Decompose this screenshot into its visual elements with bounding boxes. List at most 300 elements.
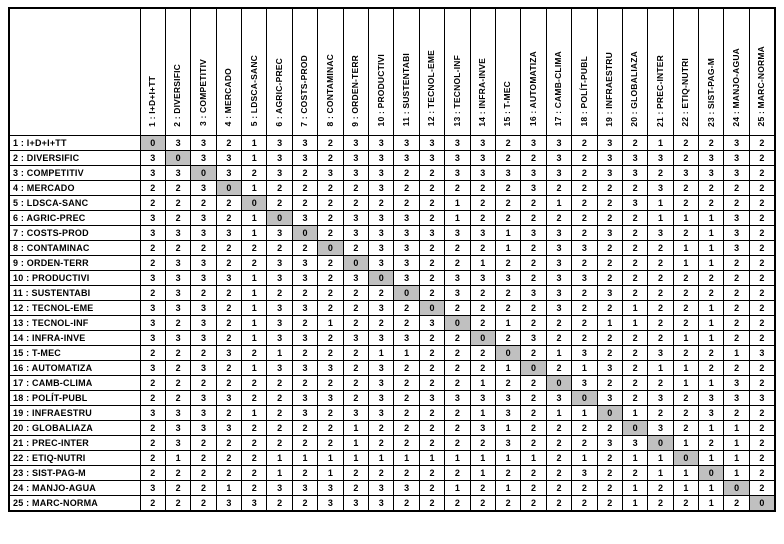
matrix-cell-7-15: 1: [495, 225, 520, 240]
matrix-cell-7-19: 3: [597, 225, 622, 240]
matrix-cell-9-3: 3: [191, 255, 216, 270]
matrix-row-22: [9, 450, 775, 465]
row-header-12: 12 : TECNOL-EME: [9, 300, 140, 315]
matrix-cell-25-4: 3: [216, 495, 241, 511]
matrix-cell-6-10: 3: [369, 210, 394, 225]
matrix-cell-11-20: 2: [622, 285, 647, 300]
matrix-cell-19-8: 2: [318, 405, 343, 420]
matrix-cell-6-6: 0: [267, 210, 292, 225]
matrix-cell-25-19: 2: [597, 495, 622, 511]
matrix-cell-9-16: 2: [521, 255, 546, 270]
matrix-cell-5-24: 2: [724, 195, 749, 210]
matrix-cell-8-23: 1: [699, 240, 724, 255]
matrix-cell-13-18: 2: [572, 315, 597, 330]
matrix-cell-24-18: 2: [572, 480, 597, 495]
matrix-cell-12-11: 2: [394, 300, 419, 315]
matrix-cell-11-19: 3: [597, 285, 622, 300]
matrix-cell-3-3: 0: [191, 165, 216, 180]
matrix-cell-12-6: 3: [267, 300, 292, 315]
matrix-cell-14-21: 2: [648, 330, 673, 345]
matrix-cell-18-5: 2: [242, 390, 267, 405]
matrix-cell-8-10: 3: [369, 240, 394, 255]
row-header-18: 18 : POLÍT-PUBL: [9, 390, 140, 405]
matrix-cell-4-15: 2: [495, 180, 520, 195]
matrix-cell-8-20: 2: [622, 240, 647, 255]
matrix-cell-20-4: 3: [216, 420, 241, 435]
matrix-cell-1-13: 3: [445, 135, 470, 150]
row-header-3: 3 : COMPETITIV: [9, 165, 140, 180]
matrix-cell-19-1: 3: [140, 405, 165, 420]
matrix-cell-23-5: 2: [242, 465, 267, 480]
matrix-cell-22-17: 2: [546, 450, 571, 465]
matrix-cell-4-25: 2: [749, 180, 775, 195]
column-header-label: 7 : COSTS-PROD: [299, 54, 310, 127]
column-header-label: 8 : CONTAMINAC: [324, 53, 335, 127]
matrix-cell-24-11: 3: [394, 480, 419, 495]
column-header-25: [749, 8, 775, 135]
matrix-cell-12-12: 0: [419, 300, 444, 315]
matrix-cell-10-6: 3: [267, 270, 292, 285]
matrix-cell-14-22: 1: [673, 330, 698, 345]
matrix-row-2: [9, 150, 775, 165]
matrix-cell-18-9: 2: [343, 390, 368, 405]
matrix-cell-16-15: 1: [495, 360, 520, 375]
matrix-cell-5-21: 1: [648, 195, 673, 210]
matrix-cell-16-9: 2: [343, 360, 368, 375]
matrix-cell-11-4: 2: [216, 285, 241, 300]
column-header-1: [140, 8, 165, 135]
matrix-cell-4-9: 2: [343, 180, 368, 195]
matrix-cell-9-9: 0: [343, 255, 368, 270]
column-header-label: 12 : TECNOL-EME: [426, 50, 437, 127]
matrix-cell-12-7: 3: [292, 300, 317, 315]
matrix-cell-8-6: 2: [267, 240, 292, 255]
matrix-cell-9-17: 3: [546, 255, 571, 270]
matrix-cell-18-17: 3: [546, 390, 571, 405]
matrix-cell-16-11: 2: [394, 360, 419, 375]
matrix-cell-13-22: 2: [673, 315, 698, 330]
matrix-cell-8-16: 2: [521, 240, 546, 255]
matrix-cell-20-13: 2: [445, 420, 470, 435]
matrix-cell-5-11: 2: [394, 195, 419, 210]
matrix-cell-5-14: 2: [470, 195, 495, 210]
matrix-cell-10-10: 0: [369, 270, 394, 285]
matrix-cell-7-4: 3: [216, 225, 241, 240]
matrix-cell-12-4: 2: [216, 300, 241, 315]
matrix-cell-9-4: 2: [216, 255, 241, 270]
matrix-cell-8-1: 2: [140, 240, 165, 255]
matrix-cell-15-6: 1: [267, 345, 292, 360]
matrix-cell-2-11: 3: [394, 150, 419, 165]
matrix-cell-21-19: 3: [597, 435, 622, 450]
matrix-cell-24-23: 1: [699, 480, 724, 495]
matrix-cell-1-11: 3: [394, 135, 419, 150]
matrix-cell-1-25: 2: [749, 135, 775, 150]
matrix-cell-11-2: 3: [165, 285, 190, 300]
matrix-cell-10-22: 2: [673, 270, 698, 285]
matrix-cell-18-23: 3: [699, 390, 724, 405]
matrix-cell-14-8: 2: [318, 330, 343, 345]
matrix-cell-9-24: 2: [724, 255, 749, 270]
matrix-cell-10-8: 2: [318, 270, 343, 285]
matrix-cell-5-13: 1: [445, 195, 470, 210]
matrix-cell-21-8: 2: [318, 435, 343, 450]
column-header-12: [419, 8, 444, 135]
matrix-cell-16-24: 2: [724, 360, 749, 375]
matrix-cell-19-22: 2: [673, 405, 698, 420]
matrix-cell-7-9: 3: [343, 225, 368, 240]
matrix-cell-15-11: 1: [394, 345, 419, 360]
matrix-cell-6-14: 2: [470, 210, 495, 225]
matrix-cell-15-7: 2: [292, 345, 317, 360]
matrix-cell-6-1: 3: [140, 210, 165, 225]
matrix-cell-14-11: 3: [394, 330, 419, 345]
matrix-cell-14-17: 2: [546, 330, 571, 345]
matrix-cell-14-25: 2: [749, 330, 775, 345]
column-header-3: [191, 8, 216, 135]
matrix-cell-4-17: 2: [546, 180, 571, 195]
matrix-cell-3-23: 3: [699, 165, 724, 180]
matrix-cell-12-18: 2: [572, 300, 597, 315]
matrix-cell-2-23: 3: [699, 150, 724, 165]
matrix-cell-22-22: 0: [673, 450, 698, 465]
matrix-cell-15-22: 2: [673, 345, 698, 360]
matrix-cell-19-23: 3: [699, 405, 724, 420]
matrix-cell-25-3: 2: [191, 495, 216, 511]
matrix-cell-13-20: 1: [622, 315, 647, 330]
matrix-cell-6-12: 2: [419, 210, 444, 225]
column-header-6: [267, 8, 292, 135]
matrix-cell-5-9: 2: [343, 195, 368, 210]
matrix-header: [9, 8, 775, 135]
matrix-cell-18-10: 3: [369, 390, 394, 405]
matrix-cell-10-3: 3: [191, 270, 216, 285]
matrix-cell-2-12: 3: [419, 150, 444, 165]
matrix-cell-19-12: 2: [419, 405, 444, 420]
matrix-cell-8-13: 2: [445, 240, 470, 255]
matrix-cell-3-17: 3: [546, 165, 571, 180]
matrix-row-19: [9, 405, 775, 420]
matrix-cell-3-21: 2: [648, 165, 673, 180]
matrix-cell-15-12: 2: [419, 345, 444, 360]
matrix-cell-8-18: 3: [572, 240, 597, 255]
matrix-cell-13-25: 2: [749, 315, 775, 330]
matrix-cell-20-1: 2: [140, 420, 165, 435]
matrix-cell-19-14: 1: [470, 405, 495, 420]
matrix-cell-18-6: 2: [267, 390, 292, 405]
matrix-cell-21-24: 1: [724, 435, 749, 450]
matrix-cell-5-22: 2: [673, 195, 698, 210]
matrix-cell-1-12: 3: [419, 135, 444, 150]
matrix-cell-13-24: 2: [724, 315, 749, 330]
matrix-cell-25-9: 3: [343, 495, 368, 511]
matrix-cell-12-10: 3: [369, 300, 394, 315]
matrix-cell-1-9: 3: [343, 135, 368, 150]
matrix-cell-5-25: 2: [749, 195, 775, 210]
matrix-cell-22-10: 1: [369, 450, 394, 465]
matrix-cell-14-10: 3: [369, 330, 394, 345]
matrix-cell-25-17: 2: [546, 495, 571, 511]
column-header-label: 23 : SIST-PAG-M: [705, 57, 716, 127]
matrix-cell-6-3: 3: [191, 210, 216, 225]
matrix-cell-8-24: 3: [724, 240, 749, 255]
matrix-cell-22-21: 1: [648, 450, 673, 465]
matrix-cell-21-4: 2: [216, 435, 241, 450]
matrix-cell-21-16: 2: [521, 435, 546, 450]
matrix-cell-12-21: 2: [648, 300, 673, 315]
matrix-cell-10-15: 3: [495, 270, 520, 285]
matrix-cell-11-1: 2: [140, 285, 165, 300]
matrix-cell-17-19: 2: [597, 375, 622, 390]
matrix-cell-12-23: 1: [699, 300, 724, 315]
matrix-cell-25-7: 2: [292, 495, 317, 511]
matrix-cell-4-11: 2: [394, 180, 419, 195]
matrix-cell-22-2: 1: [165, 450, 190, 465]
matrix-cell-9-15: 2: [495, 255, 520, 270]
matrix-cell-15-10: 1: [369, 345, 394, 360]
matrix-cell-3-22: 3: [673, 165, 698, 180]
column-header-7: [292, 8, 317, 135]
matrix-cell-16-13: 2: [445, 360, 470, 375]
row-header-7: 7 : COSTS-PROD: [9, 225, 140, 240]
matrix-cell-22-25: 2: [749, 450, 775, 465]
row-header-23: 23 : SIST-PAG-M: [9, 465, 140, 480]
matrix-cell-13-11: 2: [394, 315, 419, 330]
matrix-cell-17-21: 2: [648, 375, 673, 390]
matrix-cell-1-19: 3: [597, 135, 622, 150]
matrix-cell-9-23: 1: [699, 255, 724, 270]
matrix-cell-15-3: 2: [191, 345, 216, 360]
matrix-row-21: [9, 435, 775, 450]
matrix-row-16: [9, 360, 775, 375]
matrix-cell-16-20: 2: [622, 360, 647, 375]
matrix-cell-16-17: 2: [546, 360, 571, 375]
matrix-cell-16-1: 3: [140, 360, 165, 375]
matrix-cell-6-5: 1: [242, 210, 267, 225]
matrix-cell-9-20: 2: [622, 255, 647, 270]
matrix-cell-15-9: 2: [343, 345, 368, 360]
matrix-cell-4-16: 3: [521, 180, 546, 195]
matrix-cell-15-24: 1: [724, 345, 749, 360]
column-header-label: 5 : LDSCA-SANC: [248, 55, 259, 127]
matrix-cell-25-16: 2: [521, 495, 546, 511]
matrix-cell-15-18: 3: [572, 345, 597, 360]
matrix-cell-13-2: 2: [165, 315, 190, 330]
matrix-cell-5-17: 1: [546, 195, 571, 210]
matrix-cell-8-11: 3: [394, 240, 419, 255]
matrix-cell-18-19: 3: [597, 390, 622, 405]
matrix-cell-8-7: 2: [292, 240, 317, 255]
matrix-cell-6-21: 1: [648, 210, 673, 225]
matrix-cell-6-16: 2: [521, 210, 546, 225]
matrix-cell-16-3: 3: [191, 360, 216, 375]
matrix-cell-23-7: 2: [292, 465, 317, 480]
matrix-row-14: [9, 330, 775, 345]
matrix-cell-15-8: 2: [318, 345, 343, 360]
matrix-cell-24-19: 2: [597, 480, 622, 495]
matrix-cell-19-21: 2: [648, 405, 673, 420]
matrix-row-7: [9, 225, 775, 240]
matrix-cell-13-1: 3: [140, 315, 165, 330]
matrix-cell-20-18: 2: [572, 420, 597, 435]
influence-matrix-table: [8, 7, 776, 512]
matrix-cell-4-18: 2: [572, 180, 597, 195]
column-header-21: [648, 8, 673, 135]
column-header-19: [597, 8, 622, 135]
matrix-cell-4-12: 2: [419, 180, 444, 195]
matrix-cell-12-20: 1: [622, 300, 647, 315]
row-header-1: 1 : I+D+I+TT: [9, 135, 140, 150]
matrix-cell-7-25: 2: [749, 225, 775, 240]
matrix-cell-16-12: 2: [419, 360, 444, 375]
matrix-cell-21-10: 2: [369, 435, 394, 450]
matrix-cell-16-10: 3: [369, 360, 394, 375]
matrix-row-13: [9, 315, 775, 330]
matrix-cell-2-17: 3: [546, 150, 571, 165]
column-header-label: 13 : TECNOL-INF: [451, 55, 462, 127]
matrix-row-23: [9, 465, 775, 480]
column-header-label: 10 : PRODUCTIVI: [375, 54, 386, 127]
matrix-cell-24-3: 2: [191, 480, 216, 495]
matrix-cell-23-22: 1: [673, 465, 698, 480]
matrix-cell-25-10: 3: [369, 495, 394, 511]
matrix-cell-14-18: 2: [572, 330, 597, 345]
matrix-cell-21-5: 2: [242, 435, 267, 450]
matrix-cell-10-2: 3: [165, 270, 190, 285]
matrix-row-5: [9, 195, 775, 210]
matrix-cell-17-18: 3: [572, 375, 597, 390]
matrix-cell-11-6: 2: [267, 285, 292, 300]
matrix-cell-19-16: 2: [521, 405, 546, 420]
matrix-cell-13-12: 3: [419, 315, 444, 330]
matrix-cell-17-11: 2: [394, 375, 419, 390]
matrix-cell-24-20: 1: [622, 480, 647, 495]
column-header-label: 9 : ORDEN-TERR: [350, 54, 361, 127]
matrix-cell-4-3: 3: [191, 180, 216, 195]
matrix-cell-20-11: 2: [394, 420, 419, 435]
matrix-cell-16-2: 2: [165, 360, 190, 375]
row-header-22: 22 : ETIQ-NUTRI: [9, 450, 140, 465]
matrix-cell-6-23: 1: [699, 210, 724, 225]
matrix-cell-13-4: 2: [216, 315, 241, 330]
matrix-cell-18-11: 2: [394, 390, 419, 405]
matrix-cell-18-14: 3: [470, 390, 495, 405]
matrix-cell-1-17: 3: [546, 135, 571, 150]
matrix-cell-19-4: 2: [216, 405, 241, 420]
matrix-cell-20-15: 1: [495, 420, 520, 435]
matrix-cell-4-13: 2: [445, 180, 470, 195]
matrix-cell-23-10: 2: [369, 465, 394, 480]
matrix-cell-25-20: 1: [622, 495, 647, 511]
matrix-row-1: [9, 135, 775, 150]
matrix-cell-25-11: 2: [394, 495, 419, 511]
matrix-cell-24-6: 3: [267, 480, 292, 495]
matrix-cell-2-3: 3: [191, 150, 216, 165]
matrix-cell-13-23: 1: [699, 315, 724, 330]
matrix-cell-23-21: 1: [648, 465, 673, 480]
matrix-cell-16-7: 3: [292, 360, 317, 375]
column-header-10: [369, 8, 394, 135]
matrix-cell-22-9: 1: [343, 450, 368, 465]
matrix-cell-11-14: 2: [470, 285, 495, 300]
matrix-cell-13-8: 1: [318, 315, 343, 330]
matrix-cell-3-18: 2: [572, 165, 597, 180]
matrix-cell-1-18: 2: [572, 135, 597, 150]
matrix-cell-15-19: 2: [597, 345, 622, 360]
matrix-cell-22-12: 1: [419, 450, 444, 465]
matrix-cell-9-7: 3: [292, 255, 317, 270]
matrix-cell-16-25: 2: [749, 360, 775, 375]
matrix-cell-18-8: 3: [318, 390, 343, 405]
matrix-cell-10-7: 3: [292, 270, 317, 285]
matrix-cell-18-20: 2: [622, 390, 647, 405]
matrix-cell-10-19: 2: [597, 270, 622, 285]
matrix-cell-2-4: 3: [216, 150, 241, 165]
matrix-cell-2-10: 3: [369, 150, 394, 165]
matrix-cell-22-3: 2: [191, 450, 216, 465]
matrix-cell-1-16: 3: [521, 135, 546, 150]
row-header-11: 11 : SUSTENTABI: [9, 285, 140, 300]
matrix-cell-19-20: 1: [622, 405, 647, 420]
matrix-cell-9-18: 2: [572, 255, 597, 270]
matrix-cell-6-18: 2: [572, 210, 597, 225]
matrix-cell-2-13: 3: [445, 150, 470, 165]
matrix-cell-8-15: 1: [495, 240, 520, 255]
matrix-cell-17-2: 2: [165, 375, 190, 390]
matrix-cell-9-8: 2: [318, 255, 343, 270]
matrix-cell-5-10: 2: [369, 195, 394, 210]
matrix-cell-11-23: 2: [699, 285, 724, 300]
matrix-cell-14-24: 2: [724, 330, 749, 345]
matrix-cell-13-5: 1: [242, 315, 267, 330]
matrix-cell-17-23: 1: [699, 375, 724, 390]
matrix-cell-1-23: 2: [699, 135, 724, 150]
matrix-cell-14-3: 3: [191, 330, 216, 345]
matrix-cell-24-5: 2: [242, 480, 267, 495]
matrix-cell-10-13: 3: [445, 270, 470, 285]
row-header-8: 8 : CONTAMINAC: [9, 240, 140, 255]
matrix-cell-14-19: 2: [597, 330, 622, 345]
matrix-cell-22-23: 1: [699, 450, 724, 465]
matrix-cell-20-3: 3: [191, 420, 216, 435]
matrix-cell-11-5: 1: [242, 285, 267, 300]
row-header-15: 15 : T-MEC: [9, 345, 140, 360]
matrix-cell-17-1: 2: [140, 375, 165, 390]
matrix-cell-6-25: 2: [749, 210, 775, 225]
matrix-cell-11-13: 3: [445, 285, 470, 300]
matrix-cell-23-8: 1: [318, 465, 343, 480]
matrix-cell-6-13: 1: [445, 210, 470, 225]
matrix-cell-5-12: 2: [419, 195, 444, 210]
matrix-cell-10-18: 3: [572, 270, 597, 285]
matrix-cell-5-4: 2: [216, 195, 241, 210]
matrix-cell-15-23: 2: [699, 345, 724, 360]
matrix-cell-20-17: 2: [546, 420, 571, 435]
matrix-cell-4-8: 2: [318, 180, 343, 195]
matrix-cell-16-18: 1: [572, 360, 597, 375]
matrix-cell-13-21: 2: [648, 315, 673, 330]
column-header-label: 21 : PREC-INTER: [654, 54, 665, 127]
matrix-cell-12-1: 3: [140, 300, 165, 315]
matrix-row-15: [9, 345, 775, 360]
matrix-cell-19-2: 3: [165, 405, 190, 420]
column-header-label: 4 : MERCADO: [223, 68, 234, 127]
matrix-cell-14-13: 2: [445, 330, 470, 345]
matrix-cell-7-12: 3: [419, 225, 444, 240]
matrix-cell-7-20: 2: [622, 225, 647, 240]
matrix-cell-21-7: 2: [292, 435, 317, 450]
matrix-cell-3-19: 3: [597, 165, 622, 180]
